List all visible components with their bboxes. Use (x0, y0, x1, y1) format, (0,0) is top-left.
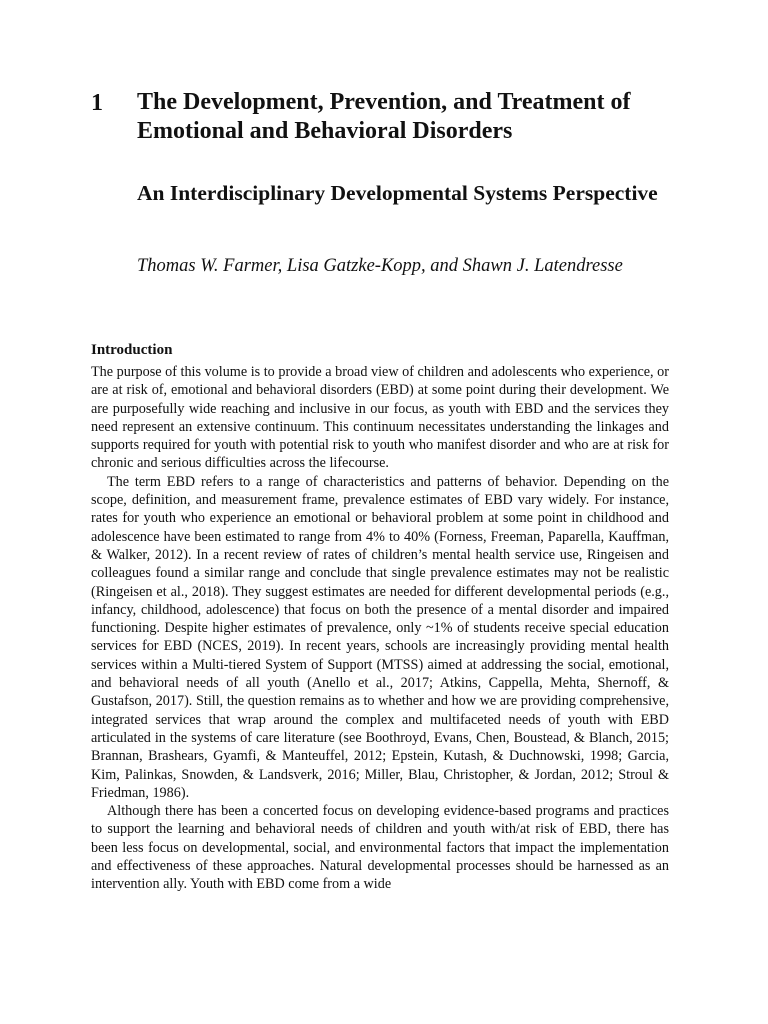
body-paragraph: The purpose of this volume is to provide a broad view of children and adolescents who experience, or are at risk of, emotional and behavioral disorders (EBD) at some point during their development. We are purposefully wide reaching and inclusive in our focus, as youth with EBD and the services they need represent an extensive continuum. This continuum necessitates understanding the linkages and supports required for youth with potential risk to youth who manifest disorder and who are at risk for chronic and serious difficulties across the lifecourse. (91, 364, 669, 472)
body-paragraph: Although there has been a concerted focus on developing evidence-based programs and practices to support the learning and behavioral needs of children and youth with/at risk of EBD, there has been less focus on developmental, social, and environmental factors that impact the implementation and effectiveness of these approaches. Natural developmental processes should be harnessed as an intervention ally. Youth with EBD come from a wide (91, 803, 669, 893)
chapter-authors: Thomas W. Farmer, Lisa Gatzke-Kopp, and Shawn J. Latendresse (137, 256, 623, 276)
body-paragraph: The term EBD refers to a range of characteristics and patterns of behavior. Depending on the scope, definition, and measurement frame, prevalence estimates of EBD vary widely. For instance, rates for youth who experience an emotional or behavioral problem at some point in childhood and adolescence have been estimated to range from 4% to 40% (Forness, Freeman, Paparella, Kauffman, & Walker, 2012). In a recent review of rates of children’s mental health service use, Ringeisen and colleagues found a similar range and conclude that single prevalence estimates may not be realistic (Ringeisen et al., 2018). They suggest estimates are needed for different developmental periods (e.g., infancy, childhood, adolescence) that focus on both the presence of a mental disorder and impaired functioning. Despite higher estimates of prevalence, only ~1% of students receive special education services for EBD (NCES, 2019). In recent years, schools are increasingly providing mental health services within a Multi-tiered System of Support (MTSS) aimed at addressing the social, emotional, and behavioral needs of all youth (Anello et al., 2017; Atkins, Cappella, Mehta, Shernoff, & Gustafson, 2017). Still, the question remains as to whether and how we are providing comprehensive, integrated services that wrap around the complex and multifaceted needs of youth with EBD articulated in the systems of care literature (see Boothroyd, Evans, Chen, Boustead, & Blanch, 2015; Brannan, Brashears, Gyamfi, & Manteuffel, 2012; Epstein, Kutash, & Duchnowski, 1998; Garcia, Kim, Palinkas, Snowden, & Landsverk, 2016; Miller, Blau, Christopher, & Jordan, 2012; Stroul & Friedman, 1986). (91, 473, 669, 801)
section-body (91, 363, 669, 894)
chapter-title: The Development, Prevention, and Treatment of Emotional and Behavioral Disorders (137, 89, 631, 144)
section-heading: Introduction (91, 342, 173, 358)
chapter-number: 1 (91, 90, 103, 116)
chapter-subtitle: An Interdisciplinary Developmental Systems Perspective (137, 181, 658, 205)
